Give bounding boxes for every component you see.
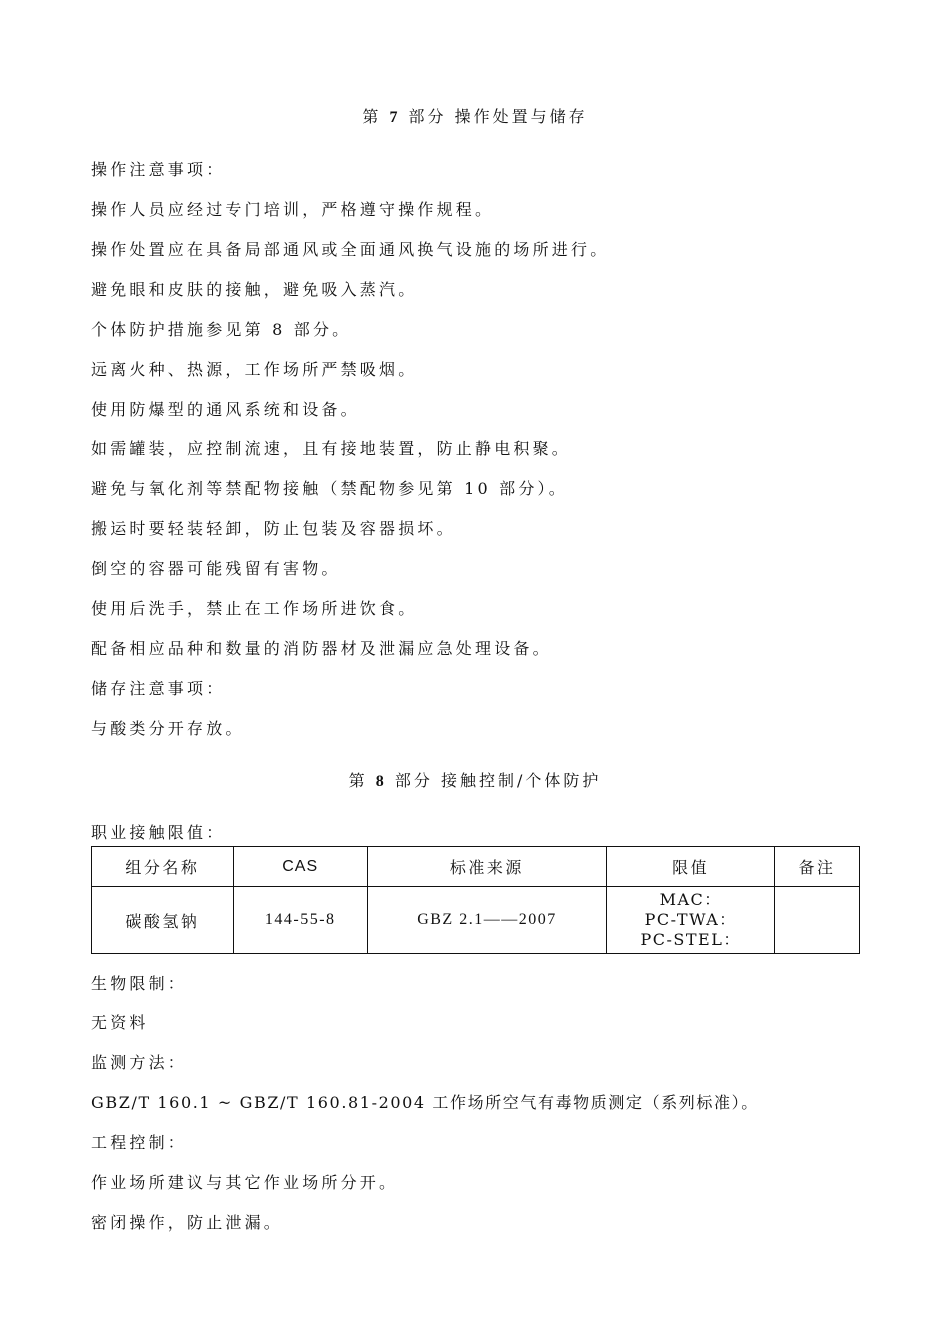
section-7-heading-prefix: 第 (362, 107, 382, 126)
s8-paragraph: GBZ/T 160.1 ~ GBZ/T 160.81-2004 工作场所空气有毒物质测定（系列标准）。 (91, 1093, 759, 1112)
cell-source: GBZ 2.1——2007 (367, 887, 607, 954)
s7-paragraph: 搬运时要轻装轻卸，防止包装及容器损坏。 (91, 519, 456, 538)
s7-paragraph: 倒空的容器可能残留有害物。 (91, 559, 341, 578)
table-caption: 职业接触限值： (91, 823, 226, 842)
header-component-name: 组分名称 (92, 847, 234, 887)
cell-component: 碳酸氢钠 (92, 887, 234, 954)
s8-paragraph: 无资料 (91, 1013, 149, 1032)
s7-paragraph: 储存注意事项： (91, 679, 226, 698)
cell-remark (775, 887, 860, 954)
table-row (92, 887, 860, 954)
section-8-heading-prefix: 第 (348, 771, 368, 790)
section-8-heading-title: 部分 接触控制/个体防护 (394, 771, 602, 790)
limit-pc-twa: PC-TWA： (644, 910, 737, 929)
s7-paragraph: 操作注意事项： (91, 160, 226, 179)
s7-paragraph: 与酸类分开存放。 (91, 719, 245, 738)
section-7-number: 7 (389, 109, 401, 126)
s7-paragraph: 远离火种、热源，工作场所严禁吸烟。 (91, 360, 418, 379)
s8-paragraph: 密闭操作，防止泄漏。 (91, 1213, 284, 1232)
section-8-number: 8 (375, 773, 387, 790)
exposure-limits-table (91, 846, 860, 954)
table-header-row (92, 847, 860, 887)
s7-paragraph: 个体防护措施参见第 8 部分。 (91, 320, 352, 339)
s8-paragraph: 作业场所建议与其它作业场所分开。 (91, 1173, 399, 1192)
cell-limits (607, 887, 775, 954)
section-7-heading-title: 部分 操作处置与储存 (408, 107, 588, 126)
s8-paragraph: 工程控制： (91, 1133, 188, 1152)
s7-paragraph: 避免与氧化剂等禁配物接触（禁配物参见第 10 部分）。 (91, 479, 568, 498)
s8-paragraph: 监测方法： (91, 1053, 188, 1072)
s7-paragraph: 操作处置应在具备局部通风或全面通风换气设施的场所进行。 (91, 240, 610, 259)
limit-pc-stel: PC-STEL： (640, 930, 741, 949)
s7-paragraph: 如需罐装，应控制流速，且有接地装置，防止静电积聚。 (91, 439, 572, 458)
cell-cas: 144-55-8 (233, 887, 367, 954)
header-limit: 限值 (607, 847, 775, 887)
s8-paragraph: 生物限制： (91, 974, 188, 993)
header-standard-source: 标准来源 (367, 847, 607, 887)
s7-paragraph: 配备相应品种和数量的消防器材及泄漏应急处理设备。 (91, 639, 552, 658)
s7-paragraph: 避免眼和皮肤的接触，避免吸入蒸汽。 (91, 280, 418, 299)
section-8-heading (0, 771, 950, 792)
section-7-heading (0, 107, 950, 128)
s7-paragraph: 使用防爆型的通风系统和设备。 (91, 400, 360, 419)
header-cas: CAS (233, 847, 367, 887)
s7-paragraph: 使用后洗手，禁止在工作场所进饮食。 (91, 599, 418, 618)
limit-mac: MAC： (659, 890, 722, 909)
s7-paragraph: 操作人员应经过专门培训，严格遵守操作规程。 (91, 200, 495, 219)
header-remark: 备注 (775, 847, 860, 887)
